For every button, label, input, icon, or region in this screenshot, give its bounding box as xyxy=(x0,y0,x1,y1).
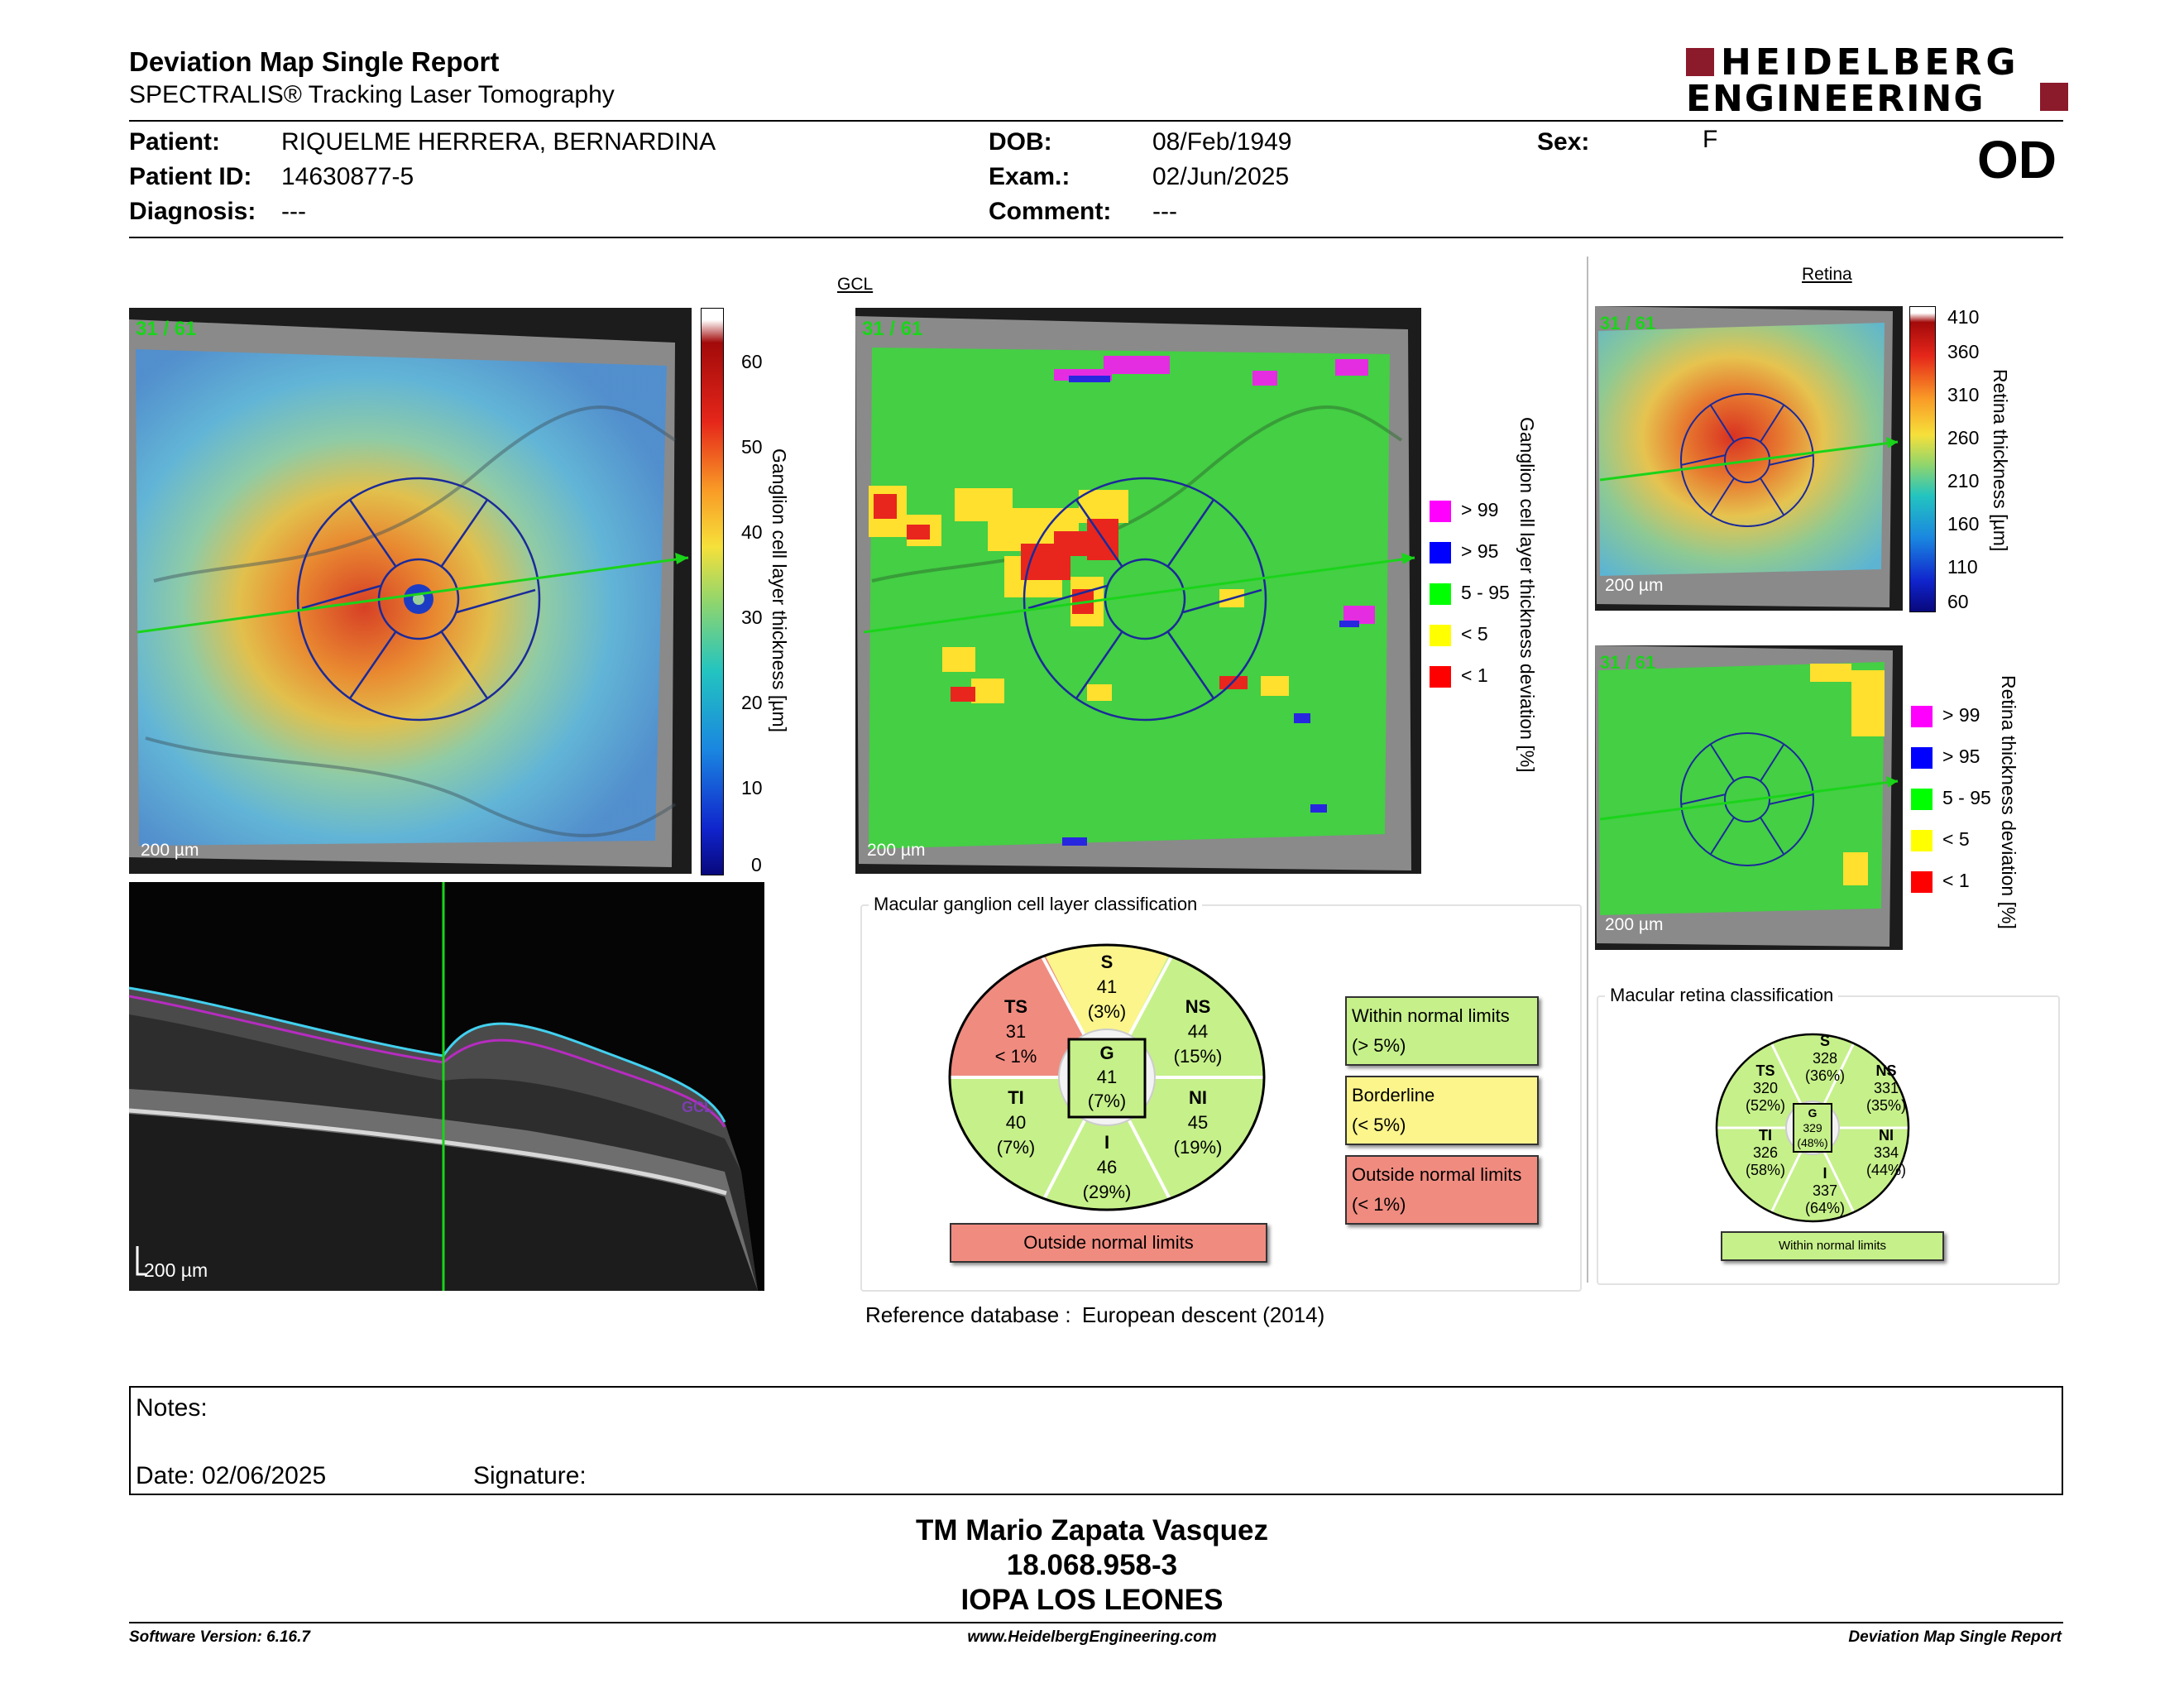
sector-pct: < 1% xyxy=(994,1046,1037,1067)
gcl-deviation-badge: 31 / 61 xyxy=(862,318,923,340)
sector-ns xyxy=(1161,995,1234,1069)
legend-label: 5 - 95 xyxy=(1942,787,1991,808)
sector-pct: (29%) xyxy=(1082,1182,1132,1202)
legend-swatch xyxy=(1430,625,1451,646)
logo-line-1: HEIDELBERG xyxy=(1721,41,2020,84)
key-outside-normal xyxy=(1345,1155,1539,1225)
sector-name: TS xyxy=(1755,1062,1775,1079)
retina-thickness-scale: 200 µm xyxy=(1605,576,1664,595)
retina-thickness-axis-label: Retina thickness [µm] xyxy=(1990,369,2011,552)
legend-label: < 1 xyxy=(1942,870,1970,891)
gcl-panel-title: GCL xyxy=(837,275,874,294)
signer-name: TM Mario Zapata Vasquez xyxy=(916,1514,1268,1547)
patient-id: 14630877-5 xyxy=(281,163,414,190)
sector-name: NI xyxy=(1189,1087,1207,1108)
gcl-thickness-badge: 31 / 61 xyxy=(136,318,197,340)
heidelberg-logo xyxy=(1686,41,2067,120)
retina-thickness-colorbar xyxy=(1909,306,1936,612)
gcl-thickness-scale: 200 µm xyxy=(141,841,199,860)
gcl-cbar-tick: 30 xyxy=(741,607,763,628)
reference-database xyxy=(865,1302,1324,1328)
sector-pct: (52%) xyxy=(1745,1097,1785,1114)
sector-s xyxy=(1070,950,1143,1024)
retina-deviation-scale: 200 µm xyxy=(1605,915,1664,934)
legend-label: < 5 xyxy=(1942,828,1970,850)
retina-deviation-badge: 31 / 61 xyxy=(1600,652,1656,673)
retina-sector-s xyxy=(1800,1033,1850,1085)
sector-pct: (58%) xyxy=(1745,1162,1785,1178)
sector-name: I xyxy=(1104,1132,1110,1153)
sector-ni xyxy=(1161,1086,1234,1160)
retina-deviation-map[interactable] xyxy=(1595,645,1903,950)
sector-value: 41 xyxy=(1096,976,1118,997)
sector-value: 329 xyxy=(1803,1121,1822,1134)
sector-value: 40 xyxy=(1005,1112,1027,1133)
gcl-thickness-map[interactable] xyxy=(129,308,692,874)
sector-pct: (7%) xyxy=(1087,1091,1127,1111)
sector-name: S xyxy=(1100,952,1114,972)
notes-date: Date: 02/06/2025 xyxy=(136,1462,327,1489)
legend-label: > 99 xyxy=(1942,704,1980,726)
key-within-normal xyxy=(1345,996,1539,1066)
gcl-thickness-colorbar xyxy=(701,308,724,875)
retina-cbar-tick: 360 xyxy=(1947,341,1980,362)
legend-swatch xyxy=(1430,666,1451,688)
sector-value: 334 xyxy=(1873,1144,1899,1161)
key-line: (< 1%) xyxy=(1352,1194,1406,1215)
comment-value: --- xyxy=(1152,198,1177,225)
sex-label: Sex: xyxy=(1537,128,1590,156)
retina-panel-title: Retina xyxy=(1802,265,1852,284)
retina-thickness-badge: 31 / 61 xyxy=(1600,313,1656,333)
sector-value: 320 xyxy=(1752,1080,1779,1096)
sector-pct: (19%) xyxy=(1173,1137,1223,1158)
dob-value: 08/Feb/1949 xyxy=(1152,128,1292,156)
sector-value: 44 xyxy=(1187,1021,1209,1042)
sector-pct: (35%) xyxy=(1866,1097,1906,1114)
retina-thickness-map[interactable] xyxy=(1595,306,1903,611)
logo-line-2: ENGINEERING xyxy=(1686,78,1985,120)
sector-ti xyxy=(979,1086,1052,1160)
exam-value: 02/Jun/2025 xyxy=(1152,163,1290,190)
gcl-deviation-scale: 200 µm xyxy=(867,841,926,860)
retina-deviation-axis-label: Retina thickness deviation [%] xyxy=(1998,675,2019,929)
key-borderline xyxy=(1345,1076,1539,1145)
retina-cbar-tick: 110 xyxy=(1947,556,1978,578)
retina-sector-g xyxy=(1794,1105,1832,1150)
sector-name: G xyxy=(1808,1106,1818,1120)
exam-label: Exam.: xyxy=(989,163,1070,190)
signer-institution: IOPA LOS LEONES xyxy=(960,1584,1224,1616)
patient-name: RIQUELME HERRERA, BERNARDINA xyxy=(281,128,716,156)
gcl-cbar-tick: 40 xyxy=(741,521,763,543)
sector-name: S xyxy=(1819,1033,1830,1049)
sector-name: NI xyxy=(1879,1127,1894,1144)
sector-value: 331 xyxy=(1873,1080,1899,1096)
gcl-deviation-map[interactable] xyxy=(855,308,1421,874)
retina-sector-i xyxy=(1800,1165,1850,1217)
legend-swatch xyxy=(1430,583,1451,605)
gcl-cbar-tick: 50 xyxy=(741,436,763,458)
sector-pct: (15%) xyxy=(1173,1046,1223,1067)
retina-classification-result: Within normal limits xyxy=(1721,1231,1944,1261)
gcl-cbar-tick: 0 xyxy=(751,854,762,875)
retina-cbar-tick: 260 xyxy=(1947,427,1980,448)
section-divider xyxy=(1587,257,1588,1283)
sector-value: 337 xyxy=(1812,1182,1838,1199)
legend-label: > 95 xyxy=(1942,746,1980,767)
gcl-deviation-axis-label: Ganglion cell layer thickness deviation [%] xyxy=(1516,417,1538,773)
patient-label: Patient: xyxy=(129,128,221,156)
legend-label: > 99 xyxy=(1461,499,1499,520)
sector-value: 31 xyxy=(1005,1021,1027,1042)
sector-pct: (44%) xyxy=(1866,1162,1906,1178)
oct-bscan-image[interactable] xyxy=(129,882,764,1291)
legend-swatch xyxy=(1911,830,1933,851)
sector-pct: (7%) xyxy=(996,1137,1036,1158)
retina-cbar-tick: 410 xyxy=(1947,306,1980,328)
legend-label: 5 - 95 xyxy=(1461,582,1510,603)
legend-label: > 95 xyxy=(1461,540,1499,562)
sector-name: NS xyxy=(1185,996,1211,1017)
sector-pct: (64%) xyxy=(1804,1200,1845,1216)
gcl-thickness-axis-label: Ganglion cell layer thickness [µm] xyxy=(769,448,790,733)
sector-value: 41 xyxy=(1096,1067,1118,1087)
signer-rut: 18.068.958-3 xyxy=(1006,1549,1178,1581)
notes-label: Notes: xyxy=(136,1394,208,1422)
sector-name: TS xyxy=(1003,996,1028,1017)
sector-i xyxy=(1070,1130,1143,1205)
report-title: Deviation Map Single Report xyxy=(129,46,500,77)
legend-swatch xyxy=(1911,789,1933,810)
gcl-cbar-tick: 60 xyxy=(741,351,763,372)
retina-cbar-tick: 160 xyxy=(1947,513,1980,535)
legend-swatch xyxy=(1430,542,1451,563)
legend-swatch xyxy=(1911,871,1933,893)
sector-name: I xyxy=(1822,1165,1827,1182)
website-link[interactable]: www.HeidelbergEngineering.com xyxy=(967,1628,1217,1646)
reference-value: European descent (2014) xyxy=(1081,1302,1325,1327)
retina-sector-ni xyxy=(1861,1127,1911,1179)
retina-cbar-tick: 60 xyxy=(1947,591,1969,612)
retina-classification-title: Macular retina classification xyxy=(1605,985,1838,1006)
key-line: Within normal limits xyxy=(1352,1005,1510,1026)
software-version: Software Version: 6.16.7 xyxy=(129,1628,310,1646)
diagnosis-label: Diagnosis: xyxy=(129,198,256,225)
key-line: Outside normal limits xyxy=(1352,1164,1522,1185)
retina-sector-ts xyxy=(1741,1062,1790,1115)
dob-label: DOB: xyxy=(989,128,1052,156)
key-line: (> 5%) xyxy=(1352,1035,1406,1056)
comment-label: Comment: xyxy=(989,198,1112,225)
key-line: (< 5%) xyxy=(1352,1115,1406,1135)
gcl-classification-title: Macular ganglion cell layer classification xyxy=(869,894,1202,915)
retina-sector-ti xyxy=(1741,1127,1790,1179)
sector-name: TI xyxy=(1008,1087,1024,1108)
retina-sector-ns xyxy=(1861,1062,1911,1115)
gcl-cbar-tick: 20 xyxy=(741,692,763,713)
retina-cbar-tick: 310 xyxy=(1947,384,1980,405)
sector-name: NS xyxy=(1875,1062,1897,1079)
gcl-classification-result: Outside normal limits xyxy=(950,1223,1267,1263)
sector-g xyxy=(1069,1041,1145,1113)
sector-value: 328 xyxy=(1812,1050,1838,1067)
sector-pct: (36%) xyxy=(1804,1067,1845,1084)
legend-swatch xyxy=(1911,706,1933,727)
sector-name: G xyxy=(1099,1043,1114,1063)
legend-label: < 1 xyxy=(1461,664,1488,686)
sector-pct: (48%) xyxy=(1797,1136,1828,1149)
legend-swatch xyxy=(1430,501,1451,522)
sector-value: 326 xyxy=(1752,1144,1779,1161)
legend-swatch xyxy=(1911,747,1933,769)
oct-scale: 200 µm xyxy=(144,1259,208,1281)
reference-label: Reference database : xyxy=(865,1302,1071,1327)
oct-layer-label: GCL xyxy=(682,1099,713,1115)
diagnosis-value: --- xyxy=(281,198,306,225)
sector-ts xyxy=(979,995,1052,1069)
patient-id-label: Patient ID: xyxy=(129,163,252,190)
signature-label: Signature: xyxy=(473,1462,587,1489)
report-subtitle: SPECTRALIS® Tracking Laser Tomography xyxy=(129,81,615,108)
retina-cbar-tick: 210 xyxy=(1947,470,1980,492)
sector-value: 45 xyxy=(1187,1112,1209,1133)
legend-label: < 5 xyxy=(1461,623,1488,645)
sector-name: TI xyxy=(1759,1127,1772,1144)
footer-report-name: Deviation Map Single Report xyxy=(1848,1628,2062,1646)
sex-value: F xyxy=(1703,126,1718,153)
gcl-cbar-tick: 10 xyxy=(741,777,763,798)
sector-pct: (3%) xyxy=(1087,1001,1127,1022)
notes-box[interactable] xyxy=(129,1386,2063,1495)
sector-value: 46 xyxy=(1096,1157,1118,1177)
key-line: Borderline xyxy=(1352,1085,1435,1105)
eye-indicator: OD xyxy=(1977,130,2057,189)
